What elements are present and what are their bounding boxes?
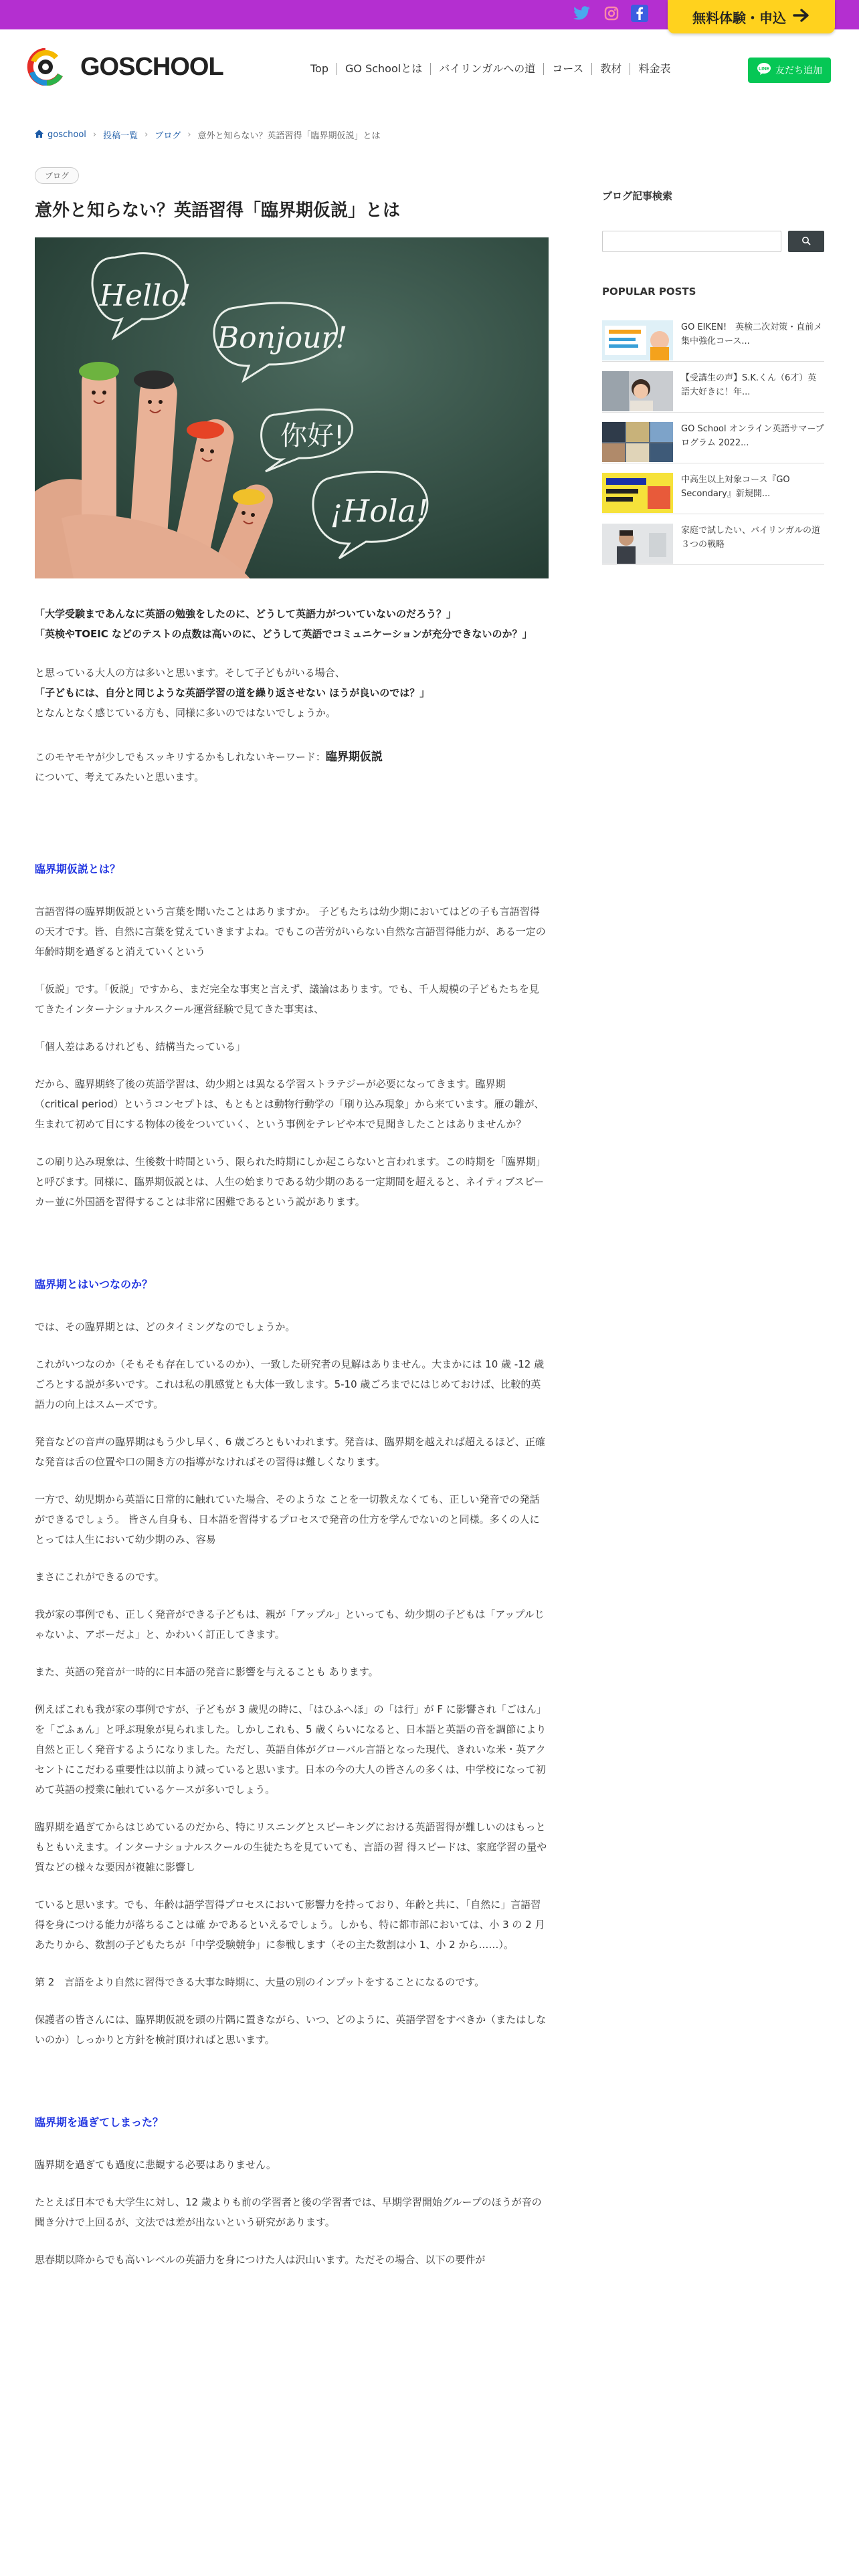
section-heading: 臨界期とはいつなのか？ bbox=[35, 1278, 153, 1291]
popular-post-title: 中高生以上対象コース『GO Secondary』新規開... bbox=[681, 475, 790, 499]
paragraph: 例えばこれも我が家の事例ですが、子どもが 3 歳児の時に、「はひふへほ」の「は行」が F に影響され「ごはん」を「ごふぁん」と呼ぶ現象が見られました。しかしこれも、5 歳くらいになると、日本語と英語の音を調節により自然と正しく発音するようになりました。ただし、英語自体がグローバル言語となった現代、きれいな米・英アクセントにこだわる重要性は以前より減っていると思います。日本の今の大人の皆さんの多くは、中学校になって初めて英語の授業に触れているケースが多いでしょう。 bbox=[35, 1703, 547, 1796]
nav-item-materials[interactable]: 教材 bbox=[591, 63, 630, 75]
search-form bbox=[602, 231, 824, 252]
paragraph: では、その臨界期とは、どのタイミングなのでしょうか。 bbox=[35, 1321, 296, 1333]
search-input[interactable] bbox=[602, 231, 781, 252]
hero-word-hello: Hello! bbox=[99, 279, 191, 313]
popular-post[interactable] bbox=[602, 362, 824, 413]
nav-item-pricing[interactable]: 料金表 bbox=[630, 63, 678, 75]
hero-word-bonjour: Bonjour! bbox=[217, 321, 348, 355]
paragraph-bold: 「子どもには、自分と同じような英語学習の道を繰り返させない ほうが良いのでは？」 bbox=[35, 687, 430, 699]
post-thumbnail bbox=[602, 524, 673, 564]
popular-post-title: 【受講生の声】S.K.くん（6才）英語大好きに！年... bbox=[681, 373, 817, 397]
svg-text:LINE: LINE bbox=[759, 67, 769, 72]
sidebar bbox=[602, 189, 824, 565]
paragraph: 保護者の皆さんには、臨界期仮説を頭の片隅に置きながら、いつ、どのように、英語学習をすべきか（またはしないのか）しっかりと方針を検討頂ければと思います。 bbox=[35, 2014, 547, 2046]
breadcrumb-separator: › bbox=[145, 130, 149, 140]
nav-item-top[interactable]: Top bbox=[310, 62, 328, 75]
keyword-lead: このモヤモヤが少しでもスッキリするかもしれないキーワード： bbox=[35, 751, 326, 763]
twitter-icon[interactable] bbox=[572, 3, 592, 23]
popular-post[interactable] bbox=[602, 413, 824, 463]
home-icon bbox=[35, 130, 43, 140]
post-thumbnail bbox=[602, 371, 673, 411]
paragraph: 言語習得の臨界期仮説という言葉を聞いたことはありますか。 子どもたちは幼少期においてはどの子も言語習得の天才です。皆、自然に言葉を覚えていきますよね。でもこの苦労がいらない自然な言語習得能力が、ある一定の年齢時期を過ぎると消えていくという bbox=[35, 905, 546, 958]
post-thumbnail bbox=[602, 422, 673, 462]
category-tag[interactable]: ブログ bbox=[35, 167, 79, 184]
paragraph: 臨界期を過ぎてからはじめているのだから、特にリスニングとスピーキングにおける英語習得が難しいのはもっともともいえます。インターナショナルスクールの生徒たちを見ていても、言語の習 得スピードは、家庭学習の量や質などの様々な要因が複雑に影響し bbox=[35, 1821, 547, 1873]
popular-post[interactable] bbox=[602, 311, 824, 362]
article bbox=[35, 167, 549, 2270]
popular-post-title: 家庭で試したい、バイリンガルの道３つの戦略 bbox=[681, 526, 821, 550]
paragraph: 思春期以降からでも高いレベルの英語力を身につけた人は沢山います。ただその場合、以下の要件が bbox=[35, 2254, 486, 2266]
breadcrumb bbox=[35, 128, 381, 141]
search-heading: ブログ記事検索 bbox=[602, 190, 673, 202]
paragraph: 発音などの音声の臨界期はもう少し早く、6 歳ごろともいわれます。発音は、臨界期を越えれば超えるほど、正確な発音は舌の位置や口の開き方の指導がなければその習得は難しくなります。 bbox=[35, 1436, 545, 1468]
paragraph: この刷り込み現象は、生後数十時間という、限られた時期にしか起こらないと言われます。この時期を「臨界期」と呼びます。同様に、臨界期仮説とは、人生の始まりである幼少期のある一定期間を超えると、ネイティブスピーカー並に外国語を習得することは非常に困難であるという説があります。 bbox=[35, 1156, 546, 1208]
main-nav bbox=[302, 63, 678, 75]
popular-posts-heading: POPULAR POSTS bbox=[602, 286, 696, 298]
paragraph: これがいつなのか（そもそも存在しているのか）、一致した研究者の見解はありません。大まかには 10 歳 -12 歳ごろとする説が多いです。これは私の肌感覚とも大体一致します。5-10 歳ごろまでにはじめておけば、比較的英語力の向上はスムーズです。 bbox=[35, 1358, 545, 1410]
promo-bar bbox=[0, 0, 859, 29]
hero-word-hola: ¡Hola! bbox=[330, 493, 429, 529]
site-logo[interactable] bbox=[27, 48, 223, 86]
popular-post-title: GO School オンライン英語サマープログラム 2022... bbox=[681, 424, 824, 448]
nav-item-about[interactable]: GO Schoolとは bbox=[337, 63, 430, 75]
paragraph: たとえば日本でも大学生に対し、12 歳よりも前の学習者と後の学習者では、早期学習開始グループのほうが音の聞き分けで上回るが、文法では差が出ないという研究があります。 bbox=[35, 2196, 542, 2228]
popular-post[interactable] bbox=[602, 463, 824, 514]
paragraph: ていると思います。でも、年齢は語学習得プロセスにおいて影響力を持っており、年齢と共に、「自然に」言語習得を身につける能力が落ちることは確 かであるといえるでしょう。しかも、特に都市部においては、小 3 の 2 月あたりから、数割の子どもたちが「中学受験競争」に参戦します（その主た数割は小 1、小 2 から……）。 bbox=[35, 1899, 545, 1951]
article-title: 意外と知らない？英語習得「臨界期仮説」とは bbox=[35, 201, 401, 221]
popular-post[interactable] bbox=[602, 514, 824, 565]
logo-text: GOSCHOOL bbox=[80, 52, 223, 81]
hero-image bbox=[35, 237, 549, 578]
line-add-friend-button[interactable] bbox=[748, 58, 831, 83]
site-header bbox=[0, 29, 859, 110]
paragraph: 「仮説」です。「仮説」ですから、まだ完全な事実と言えず、議論はあります。でも、千人規模の子どもたちを見てきたインターナショナルスクール運営経験で見てきた事実は、 bbox=[35, 983, 539, 1015]
breadcrumb-home[interactable]: goschool bbox=[47, 130, 86, 140]
breadcrumb-blog[interactable]: ブログ bbox=[155, 131, 181, 141]
logo-mark-icon bbox=[27, 48, 75, 86]
paragraph: 一方で、幼児期から英語に日常的に触れていた場合、そのような ことを一切教えなくても、正しい発音での発話ができるでしょう。 皆さん自身も、日本語を習得するプロセスで発音の仕方を学んでないのと同様。多くの人にとっては人生において幼少期のみ、容易 bbox=[35, 1493, 540, 1545]
paragraph: 第 2 言語をより自然に習得できる大事な時期に、大量の別のインプットをすることになるのです。 bbox=[35, 1976, 485, 1988]
paragraph: 「個人差はあるけれども、結構当たっている」 bbox=[35, 1041, 246, 1053]
paragraph: となんとなく感じている方も、同様に多いのではないでしょうか。 bbox=[35, 707, 337, 719]
section-heading: 臨界期仮説とは？ bbox=[35, 863, 121, 875]
paragraph: だから、臨界期終了後の英語学習は、幼少期とは異なる学習ストラテジーが必要になってきます。臨界期（critical period）というコンセプトは、もともとは動物行動学の「刷り込み現象」から来ています。雁の雛が、生まれて初めて目にする物体の後をついていく、という事例をテレビや本で見聞きしたことはありませんか？ bbox=[35, 1078, 545, 1130]
paragraph bbox=[35, 747, 549, 767]
facebook-icon[interactable] bbox=[631, 5, 648, 22]
line-button-label: 友だち追加 bbox=[775, 66, 822, 76]
section-heading: 臨界期を過ぎてしまった？ bbox=[35, 2116, 164, 2129]
intro-question-2: 「英検やTOEIC などのテストの点数は高いのに、どうして英語でコミュニケーションが充分できないのか？」 bbox=[35, 628, 533, 640]
search-button[interactable] bbox=[788, 231, 824, 252]
keyword: 臨界期仮説 bbox=[325, 750, 383, 764]
post-thumbnail bbox=[602, 473, 673, 513]
nav-item-bilingual[interactable]: バイリンガルへの道 bbox=[430, 63, 543, 75]
breadcrumb-current: 意外と知らない？英語習得「臨界期仮説」とは bbox=[197, 131, 381, 141]
paragraph: について、考えてみたいと思います。 bbox=[35, 771, 205, 783]
instagram-icon[interactable] bbox=[601, 3, 622, 23]
breadcrumb-posts[interactable]: 投稿一覧 bbox=[103, 131, 138, 141]
social-links bbox=[572, 3, 648, 23]
paragraph: 我が家の事例でも、正しく発音ができる子どもは、親が「アップル」といっても、幼少期の子どもは「アップルじゃないよ、アポーだよ」と、かわいく訂正してきます。 bbox=[35, 1608, 545, 1640]
intro-question-1: 「大学受験まであんなに英語の勉強をしたのに、どうして英語力がついていないのだろう？」 bbox=[35, 608, 457, 620]
paragraph: まさにこれができるのです。 bbox=[35, 1571, 165, 1583]
breadcrumb-separator: › bbox=[187, 130, 191, 140]
popular-post-title: GO EIKEN! 英検二次対策・直前メ集中強化コース... bbox=[681, 322, 823, 346]
line-icon bbox=[757, 62, 771, 78]
arrow-right-icon bbox=[793, 8, 810, 26]
trial-signup-label: 無料体験・申込 bbox=[692, 9, 786, 26]
paragraph: 臨界期を過ぎても過度に悲観する必要はありません。 bbox=[35, 2159, 276, 2171]
trial-signup-button[interactable] bbox=[668, 0, 835, 33]
breadcrumb-separator: › bbox=[92, 130, 97, 140]
post-thumbnail bbox=[602, 320, 673, 360]
popular-posts-list bbox=[602, 311, 824, 565]
paragraph: と思っている大人の方は多いと思います。そして子どもがいる場合、 bbox=[35, 667, 345, 679]
hero-word-nihao: 你好! bbox=[280, 421, 345, 451]
nav-item-course[interactable]: コース bbox=[543, 63, 591, 75]
paragraph: また、英語の発音が一時的に日本語の発音に影響を与えることも あります。 bbox=[35, 1666, 379, 1678]
search-icon bbox=[801, 236, 811, 247]
